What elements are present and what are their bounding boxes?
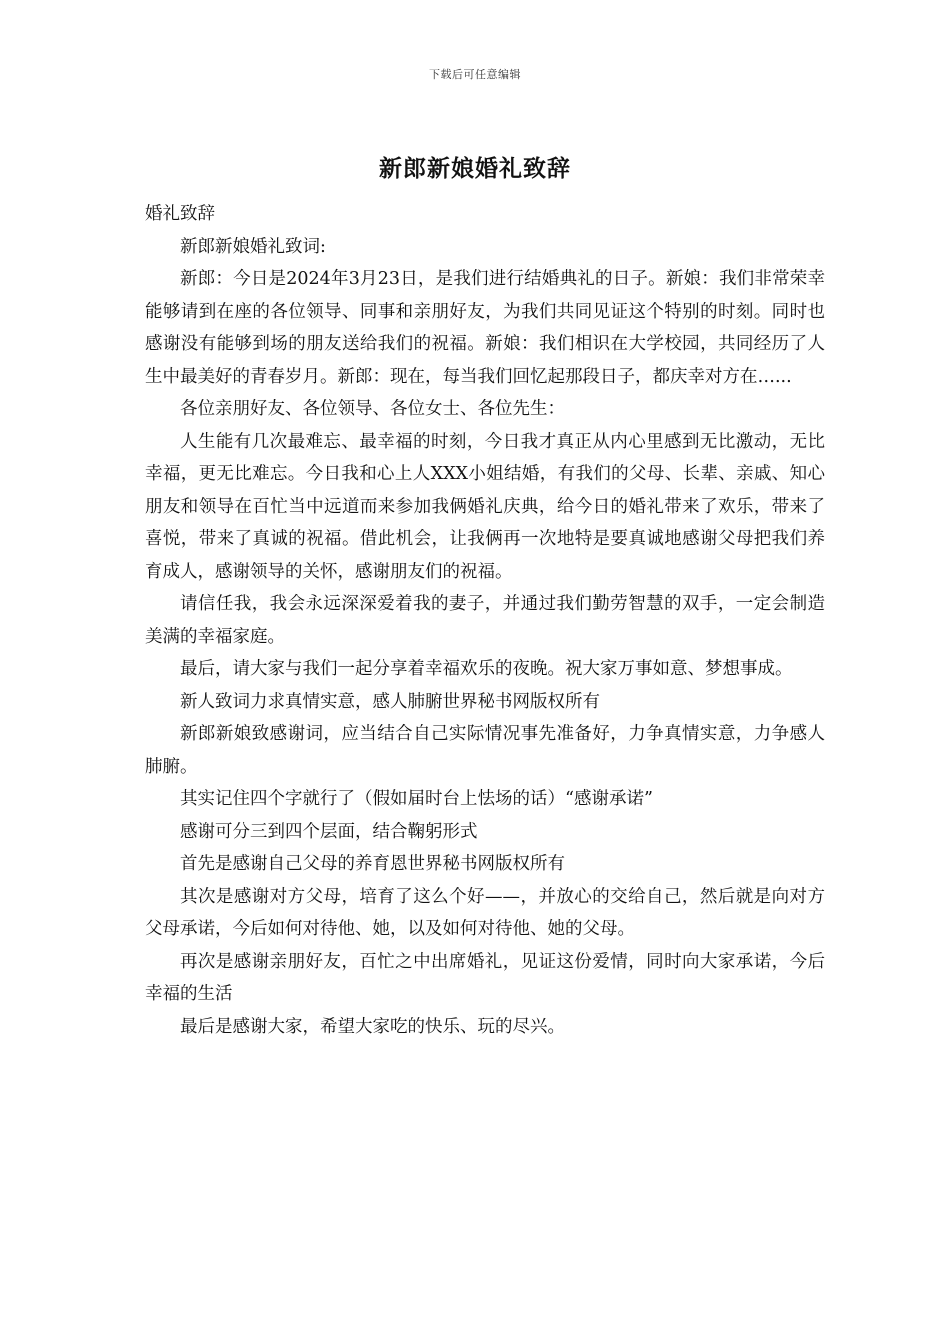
- paragraph: 新郎：今日是2024年3月23日，是我们进行结婚典礼的日子。新娘：我们非常荣幸能够请到在座的各位领导、同事和亲朋好友，为我们共同见证这个特别的时刻。同时也感谢没有能够到场的朋友送给我们的祝福。新娘：我们相识在大学校园，共同经历了人生中最美好的青春岁月。新郎：现在，每当我们回忆起那段日子，都庆幸对方在…...: [145, 269, 825, 387]
- paragraph: 最后，请大家与我们一起分享着幸福欢乐的夜晚。祝大家万事如意、梦想事成。: [180, 659, 793, 679]
- document-title: 新郎新娘婚礼致辞: [379, 155, 571, 182]
- paragraph: 婚礼致辞: [145, 204, 215, 224]
- paragraph: 请信任我，我会永远深深爱着我的妻子，并通过我们勤劳智慧的双手，一定会制造美满的幸福家庭。: [145, 594, 825, 647]
- paragraph: 新郎新娘致感谢词，应当结合自己实际情况事先准备好，力争真情实意，力争感人肺腑。: [145, 724, 825, 777]
- paragraph: 新郎新娘婚礼致词:: [180, 236, 326, 257]
- paragraph: 各位亲朋好友、各位领导、各位女士、各位先生：: [180, 399, 565, 419]
- paragraph: 其次是感谢对方父母，培育了这么个好——，并放心的交给自己，然后就是向对方父母承诺，今后如何对待他、她，以及如何对待他、她的父母。: [145, 886, 825, 939]
- paragraph: 再次是感谢亲朋好友，百忙之中出席婚礼，见证这份爱情，同时向大家承诺，今后幸福的生活: [145, 951, 825, 1004]
- paragraph: 新人致词力求真情实意，感人肺腑世界秘书网版权所有: [180, 691, 600, 712]
- paragraph: 感谢可分三到四个层面，结合鞠躬形式: [180, 821, 478, 842]
- header-note: 下载后可任意编辑: [429, 68, 521, 81]
- paragraph: 最后是感谢大家，希望大家吃的快乐、玩的尽兴。: [180, 1016, 565, 1037]
- paragraph: 其实记住四个字就行了（假如届时台上怯场的话）“感谢承诺”: [180, 789, 653, 809]
- paragraph: 首先是感谢自己父母的养育恩世界秘书网版权所有: [180, 854, 565, 874]
- document-body: [145, 198, 825, 1043]
- paragraph: 人生能有几次最难忘、最幸福的时刻，今日我才真正从内心里感到无比激动，无比幸福，更无比难忘。今日我和心上人XXX小姐结婚，有我们的父母、长辈、亲戚、知心朋友和领导在百忙当中远道而来参加我俩婚礼庆典，给今日的婚礼带来了欢乐，带来了喜悦，带来了真诚的祝福。借此机会，让我俩再一次地特是要真诚地感谢父母把我们养育成人，感谢领导的关怀，感谢朋友们的祝福。: [145, 431, 825, 582]
